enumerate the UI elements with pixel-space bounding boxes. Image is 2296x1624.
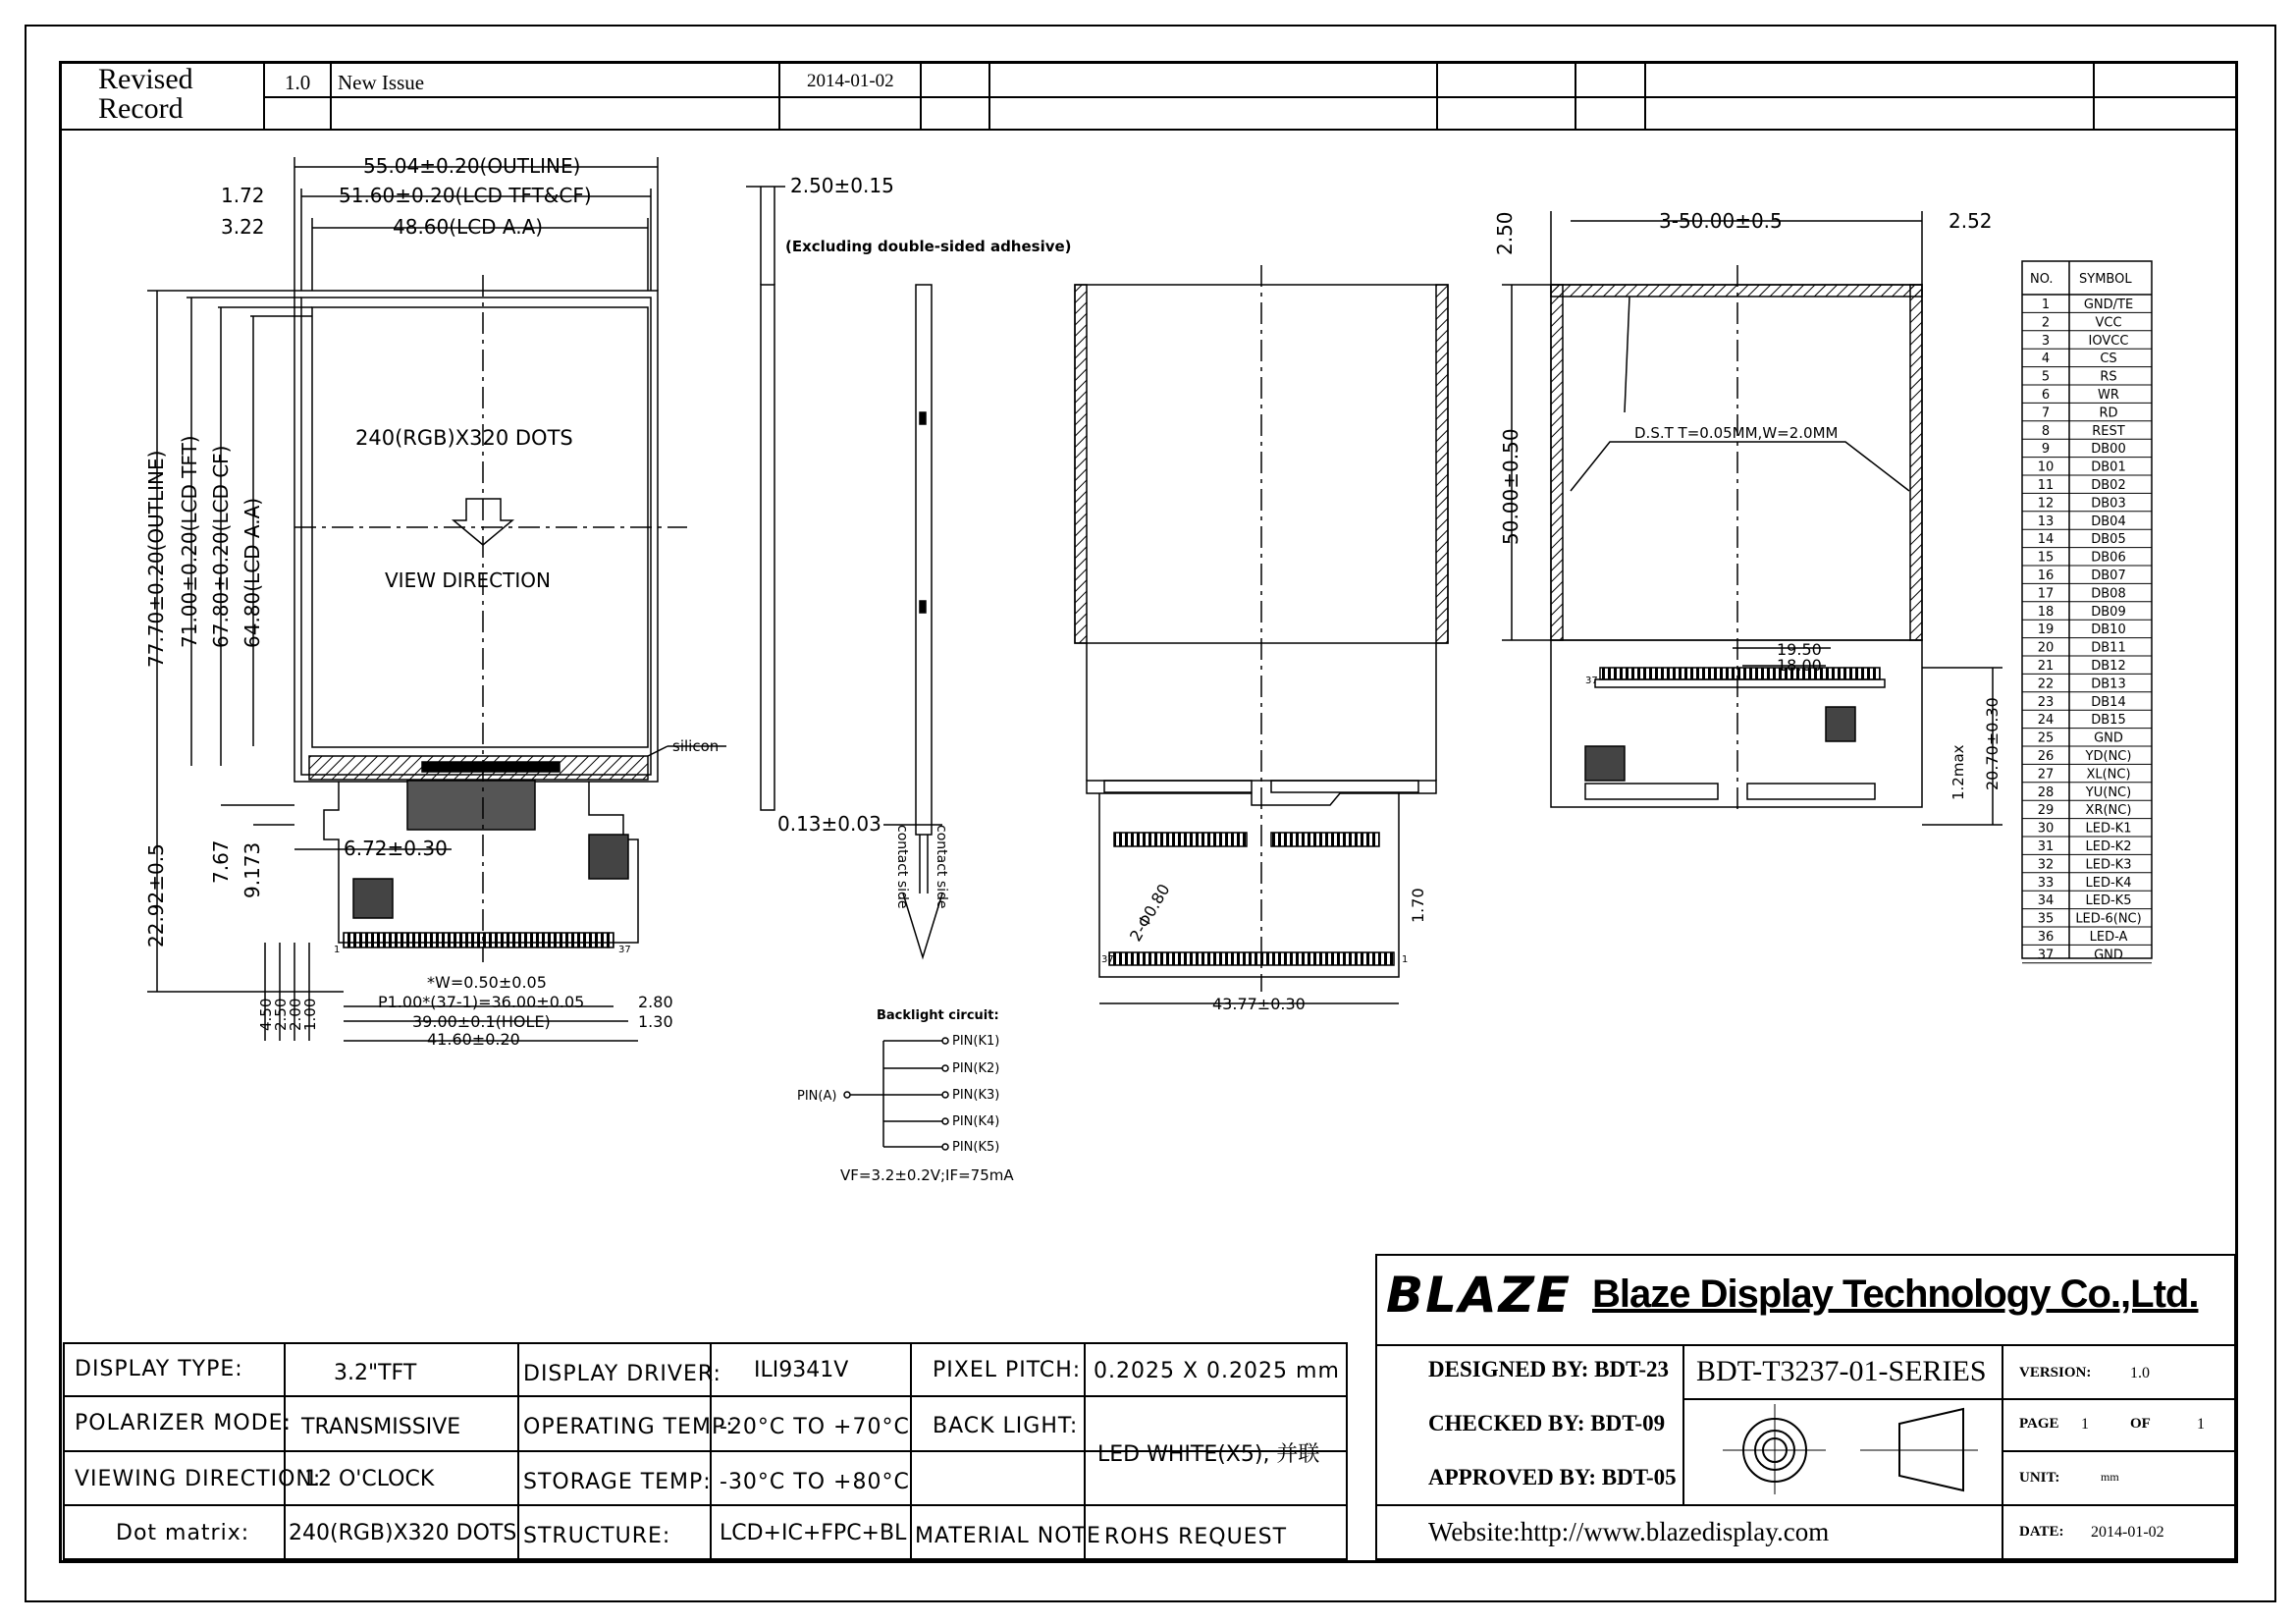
designed-by: DESIGNED BY: BDT-23 [1428, 1357, 1669, 1381]
pixel-pitch-label: PIXEL PITCH: [933, 1358, 1082, 1382]
fpc-thickness: 0.13±0.03 [777, 812, 881, 836]
pin-number: 26 [2037, 749, 2055, 764]
page-label: PAGE [2019, 1416, 2059, 1432]
pin-number: 35 [2037, 911, 2055, 927]
pin-number: 23 [2037, 694, 2055, 710]
pin-number: 33 [2037, 875, 2055, 891]
pin-symbol: LED-A [2089, 930, 2128, 945]
pin-symbol: DB12 [2091, 659, 2126, 674]
pin-number: 6 [2041, 388, 2051, 403]
pin-number: 3 [2041, 333, 2051, 349]
polarizer-label: POLARIZER MODE: [75, 1411, 292, 1435]
pin-symbol: DB15 [2091, 713, 2126, 729]
pin-number: 13 [2037, 514, 2055, 529]
rear-dst-label: D.S.T T=0.05MM,W=2.0MM [1634, 424, 1839, 442]
backlight-circuit [844, 1038, 948, 1150]
dim-offset-2: 3.22 [221, 215, 265, 239]
of-label: OF [2130, 1416, 2151, 1432]
pin-37-label: 37 [618, 945, 631, 955]
pin-number: 27 [2037, 767, 2055, 783]
pin-symbol: REST [2092, 423, 2125, 439]
rear-dim-width: 3-50.00±0.5 [1659, 209, 1783, 233]
pin-number: 1 [2041, 298, 2051, 312]
pin-number: 9 [2041, 442, 2051, 458]
backlight-pin-k5: PIN(K5) [952, 1140, 1000, 1155]
view-direction-label: VIEW DIRECTION [385, 568, 551, 592]
pin-number: 34 [2037, 893, 2055, 909]
pin-symbol: LED-K2 [2085, 839, 2132, 854]
dim-pin-pitch: P1.00*(37-1)=36.00±0.05 [378, 993, 585, 1011]
pin-symbol: DB01 [2091, 460, 2126, 475]
backlight-title: Backlight circuit: [877, 1008, 999, 1023]
silicon-label: silicon [672, 737, 720, 755]
back-view [1075, 265, 1448, 1003]
rear-dim-250: 2.50 [1493, 211, 1517, 255]
back-dim-170: 1.70 [1409, 888, 1427, 923]
revised-label: Revised Record [98, 63, 193, 125]
pin-number: 19 [2037, 623, 2055, 638]
pin-symbol: IOVCC [2088, 333, 2129, 349]
pin-symbol: DB03 [2091, 496, 2126, 512]
pin-number: 15 [2037, 550, 2055, 566]
blaze-logo: BLAZE [1386, 1267, 1573, 1324]
pin-symbol: LED-K3 [2085, 857, 2132, 873]
pin-number: 5 [2041, 369, 2051, 385]
pin-symbol: GND [2094, 731, 2123, 746]
back-light-value: LED WHITE(X5), 并联 [1097, 1442, 1320, 1467]
rear-dim-12: 1.2max [1949, 744, 1967, 800]
pin-symbol: DB06 [2091, 550, 2126, 566]
dim-aa-width: 48.60(LCD A.A) [393, 215, 544, 239]
dim-450: 4.50 [257, 998, 275, 1031]
pin-symbol: DB13 [2091, 677, 2126, 692]
storage-temp-value: -30°C TO +80°C [720, 1470, 910, 1494]
pin-symbol: GND/TE [2083, 298, 2134, 312]
operating-temp-label: OPERATING TEMP: [523, 1415, 734, 1439]
checked-by: CHECKED BY: BDT-09 [1428, 1411, 1666, 1435]
pin-symbol: LED-K4 [2085, 875, 2132, 891]
pin-symbol: DB10 [2091, 623, 2126, 638]
dim-offset-1: 1.72 [221, 184, 265, 207]
dim-fpc-length: 22.92±0.5 [144, 843, 168, 947]
dim-pin-width: *W=0.50±0.05 [427, 973, 547, 992]
pin-number: 18 [2037, 604, 2055, 620]
pin-number: 28 [2037, 785, 2055, 800]
contact-side-left: contact side [894, 825, 910, 909]
pin-symbol: DB08 [2091, 586, 2126, 602]
back-dim-hole: 2-Φ0.80 [1126, 880, 1174, 945]
side-view [746, 187, 942, 957]
pin-number: 10 [2037, 460, 2055, 475]
date-value: 2014-01-02 [2091, 1524, 2164, 1541]
back-pin-37: 37 [1101, 954, 1114, 965]
pin-symbol: DB02 [2091, 478, 2126, 493]
dim-aa-height: 64.80(LCD A.A) [240, 497, 264, 648]
pin-number: 22 [2037, 677, 2055, 692]
pin-table-header-no: NO. [2030, 272, 2054, 287]
dim-outline-width: 55.04±0.20(OUTLINE) [363, 154, 581, 178]
rear-dim-1950: 19.50 [1777, 640, 1822, 659]
pin-number: 25 [2037, 731, 2055, 746]
pin-number: 4 [2041, 352, 2051, 367]
version-value: 1.0 [2130, 1365, 2150, 1381]
rear-dim-252: 2.52 [1949, 209, 1993, 233]
pin-symbol: YU(NC) [2085, 785, 2132, 800]
pin-table-header-symbol: SYMBOL [2079, 272, 2132, 287]
dim-9173: 9.173 [240, 841, 264, 898]
pin-number: 7 [2041, 406, 2051, 421]
pin-number: 17 [2037, 586, 2055, 602]
version-label: VERSION: [2019, 1365, 2092, 1380]
resolution-label: 240(RGB)X320 DOTS [355, 426, 573, 450]
unit-value: mm [2101, 1470, 2119, 1484]
dim-cf-height: 67.80±0.20(LCD CF) [209, 445, 233, 648]
pin-symbol: DB09 [2091, 604, 2126, 620]
dim-767: 7.67 [209, 839, 233, 884]
side-thickness: 2.50±0.15 [790, 174, 894, 197]
pin-number: 31 [2037, 839, 2055, 854]
display-type-value: 3.2"TFT [334, 1361, 417, 1385]
operating-temp-value: -20°C TO +70°C [720, 1415, 910, 1439]
dim-200: 2.00 [287, 998, 304, 1031]
pin-table-rows [2022, 298, 2152, 963]
dim-hole: 39.00±0.1(HOLE) [412, 1012, 551, 1031]
backlight-pin-k1: PIN(K1) [952, 1034, 1000, 1049]
pin-number: 14 [2037, 532, 2055, 548]
approved-by: APPROVED BY: BDT-05 [1428, 1465, 1677, 1489]
dim-tft-height: 71.00±0.20(LCD TFT) [178, 435, 201, 648]
unit-label: UNIT: [2019, 1470, 2060, 1486]
dim-280: 2.80 [638, 993, 673, 1011]
pin-number: 30 [2037, 821, 2055, 837]
pixel-pitch-value: 0.2025 X 0.2025 mm [1094, 1359, 1340, 1383]
contact-side-right: contact side [934, 825, 949, 909]
of-value: 1 [2197, 1416, 2205, 1433]
pin-number: 2 [2041, 315, 2051, 331]
rear-dim-height: 50.00±0.50 [1499, 428, 1522, 545]
material-note-value: ROHS REQUEST [1104, 1525, 1288, 1549]
revision-version: 1.0 [285, 71, 311, 94]
pin-number: 24 [2037, 713, 2055, 729]
revision-description: New Issue [338, 71, 425, 94]
storage-temp-label: STORAGE TEMP: [523, 1470, 712, 1494]
backlight-pin-k2: PIN(K2) [952, 1061, 1000, 1076]
backlight-spec: VF=3.2±0.2V;IF=75mA [840, 1166, 1014, 1184]
dim-100: 1.00 [301, 998, 319, 1031]
backlight-pin-k3: PIN(K3) [952, 1088, 1000, 1103]
display-driver-value: ILI9341V [754, 1358, 849, 1382]
backlight-pin-a: PIN(A) [797, 1089, 837, 1104]
pin-symbol: VCC [2095, 315, 2122, 331]
dim-4160: 41.60±0.20 [427, 1030, 520, 1049]
pin-symbol: GND [2094, 947, 2123, 963]
back-pin-1: 1 [1402, 954, 1409, 965]
pin-symbol: LED-K1 [2085, 821, 2132, 837]
back-light-label: BACK LIGHT: [933, 1414, 1079, 1438]
pin-symbol: YD(NC) [2085, 749, 2132, 764]
backlight-pin-k4: PIN(K4) [952, 1114, 1000, 1129]
pin-symbol: LED-6(NC) [2075, 911, 2142, 927]
pin-symbol: RD [2099, 406, 2118, 421]
pin-symbol: DB11 [2091, 640, 2126, 656]
pin-symbol: DB04 [2091, 514, 2126, 529]
material-note-label: MATERIAL NOTE [915, 1524, 1101, 1548]
dim-lcd-tft-width: 51.60±0.20(LCD TFT&CF) [339, 184, 592, 207]
pin-symbol: DB05 [2091, 532, 2126, 548]
pin-number: 12 [2037, 496, 2055, 512]
website-link[interactable]: Website:http://www.blazedisplay.com [1428, 1517, 1830, 1546]
dot-matrix-value: 240(RGB)X320 DOTS [289, 1521, 517, 1545]
pin-symbol: RS [2100, 369, 2117, 385]
front-view [147, 157, 726, 1041]
pin-number: 8 [2041, 423, 2051, 439]
pin-1-label: 1 [334, 945, 341, 955]
pin-number: 36 [2037, 930, 2055, 945]
pin-symbol: DB07 [2091, 568, 2126, 583]
viewing-direction-label: VIEWING DIRECTION: [75, 1467, 322, 1491]
display-type-label: DISPLAY TYPE: [75, 1357, 243, 1381]
rear-view [1502, 211, 2002, 825]
pin-symbol: CS [2100, 352, 2117, 367]
viewing-direction-value: 12 O'CLOCK [304, 1467, 435, 1491]
dim-130: 1.30 [638, 1012, 673, 1031]
part-number: BDT-T3237-01-SERIES [1696, 1355, 1987, 1387]
pin-symbol: WR [2098, 388, 2119, 403]
pin-number: 32 [2037, 857, 2055, 873]
pin-number: 29 [2037, 803, 2055, 819]
page-value: 1 [2081, 1416, 2089, 1433]
polarizer-value: TRANSMISSIVE [301, 1415, 461, 1439]
rear-pin-37: 37 [1585, 676, 1598, 686]
dot-matrix-label: Dot matrix: [116, 1521, 250, 1545]
pin-number: 11 [2037, 478, 2055, 493]
revision-date: 2014-01-02 [807, 71, 894, 91]
structure-value: LCD+IC+FPC+BL [720, 1521, 907, 1545]
rear-dim-2070: 20.70±0.30 [1983, 697, 2002, 790]
pin-number: 21 [2037, 659, 2055, 674]
pin-symbol: XR(NC) [2085, 803, 2132, 819]
pin-number: 20 [2037, 640, 2055, 656]
date-label: DATE: [2019, 1524, 2064, 1540]
pin-symbol: DB00 [2091, 442, 2126, 458]
pin-number: 37 [2037, 947, 2055, 963]
pin-symbol: XL(NC) [2086, 767, 2131, 783]
back-dim-width: 43.77±0.30 [1212, 995, 1306, 1013]
excluding-note: (Excluding double-sided adhesive) [785, 238, 1072, 255]
dim-outline-height: 77.70±0.20(OUTLINE) [144, 450, 168, 668]
dim-672: 6.72±0.30 [344, 837, 448, 860]
pin-symbol: DB14 [2091, 694, 2126, 710]
pin-symbol: LED-K5 [2085, 893, 2132, 909]
dim-250: 2.50 [272, 998, 290, 1031]
rear-dim-1800: 18.00 [1777, 656, 1822, 675]
pin-number: 16 [2037, 568, 2055, 583]
company-name: Blaze Display Technology Co.,Ltd. [1592, 1272, 2199, 1316]
display-driver-label: DISPLAY DRIVER: [523, 1362, 721, 1386]
structure-label: STRUCTURE: [523, 1524, 671, 1548]
